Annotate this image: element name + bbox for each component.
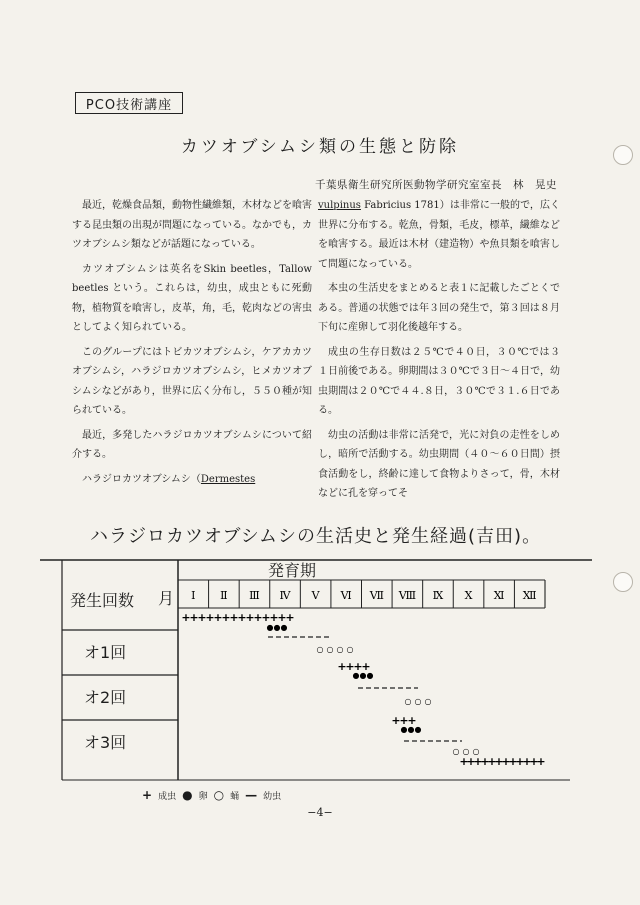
egg-mark: ● bbox=[400, 725, 408, 734]
left-paragraph: カツオブシムシは英名をSkin beetles，Tallow beetles という。これらは，幼虫，成虫ともに死動物，植物質を喰害し，皮革，角，毛，乾肉などの害虫としてよく知られている。 bbox=[72, 263, 312, 333]
adult-mark: + bbox=[277, 611, 287, 624]
header-month-label: 月 bbox=[158, 589, 175, 608]
adult-mark: + bbox=[345, 660, 355, 673]
pupa-mark: ○ bbox=[414, 697, 422, 706]
legend-pupa-symbol: ○ bbox=[213, 788, 225, 802]
phase-marks bbox=[181, 611, 545, 768]
right-paragraph: 本虫の生活史をまとめると表１に記載したごとくである。普通の状態では年３回の発生で，第３回は８月下旬に産卵して羽化後越年する。 bbox=[318, 283, 560, 333]
page-number: −4− bbox=[307, 806, 333, 819]
adult-mark: + bbox=[508, 755, 518, 768]
legend-egg-symbol: ● bbox=[182, 788, 193, 802]
pupa-mark: ○ bbox=[316, 645, 324, 654]
month-label: Ⅵ bbox=[340, 589, 352, 602]
header-row-label: 発生回数 bbox=[70, 591, 135, 610]
genus-name: Dermestes bbox=[200, 473, 256, 485]
pupa-mark: ○ bbox=[452, 747, 460, 756]
period-label: 発育期 bbox=[268, 561, 317, 580]
legend-pupa-label: 蛹 bbox=[230, 791, 240, 802]
adult-mark: + bbox=[229, 611, 239, 624]
generation-label: オ2回 bbox=[84, 688, 127, 707]
pupa-mark: ○ bbox=[346, 645, 354, 654]
egg-mark: ● bbox=[366, 671, 374, 680]
adult-mark: + bbox=[466, 755, 476, 768]
month-labels bbox=[191, 589, 537, 602]
series-label: PCO技術講座 bbox=[75, 92, 183, 114]
adult-mark: + bbox=[237, 611, 247, 624]
author-line: 千葉県衛生研究所医動物学研究室室長 林 晃史 bbox=[315, 179, 557, 191]
generation-label: オ1回 bbox=[84, 643, 127, 662]
adult-mark: + bbox=[269, 611, 279, 624]
adult-mark: + bbox=[494, 755, 504, 768]
adult-mark: + bbox=[261, 611, 271, 624]
generation-label: オ3回 bbox=[84, 733, 127, 752]
pupa-mark: ○ bbox=[326, 645, 334, 654]
pupa-mark: ○ bbox=[404, 697, 412, 706]
adult-mark: + bbox=[522, 755, 532, 768]
adult-mark: + bbox=[480, 755, 490, 768]
pupa-mark: ○ bbox=[462, 747, 470, 756]
left-paragraph: 最近，乾燥食品類，動物性繊維類，木材などを喰害する昆虫類の出現が問題になっている。なかでも，カツオブシムシ類などが話題になっている。 bbox=[72, 200, 312, 250]
egg-mark: ● bbox=[280, 623, 288, 632]
adult-mark: + bbox=[399, 714, 409, 727]
adult-mark: + bbox=[213, 611, 223, 624]
adult-mark: + bbox=[221, 611, 231, 624]
right-paragraph: 幼虫の活動は非常に活発で，光に対負の走性をしめし，暗所で活動する。幼虫期間（４０〜６０日間）摂食活動をし，終齢に達して食物よりさって，骨，木材などに孔を穿ってそ bbox=[318, 429, 560, 499]
generation-labels bbox=[84, 643, 126, 752]
right-first-text: Fabricius 1781）は非常に一般的で，広く世界に分布する。乾魚，骨類，毛皮，標革，繊維などを喰害する。最近は木材（建造物）や魚貝類を喰害して問題になっている。 bbox=[318, 200, 560, 270]
adult-mark: + bbox=[245, 611, 255, 624]
month-label: Ⅹ bbox=[464, 589, 473, 602]
legend-adult-label: 成虫 bbox=[158, 791, 177, 802]
adult-mark: + bbox=[361, 660, 371, 673]
left-paragraph: このグループにはトビカツオブシムシ，ケアカカツオブシムシ，ハラジロカツオブシムシ，ヒメカツオブシムシなどがあり，世界に広く分布し，５５０種が知られている。 bbox=[72, 346, 312, 416]
adult-mark: + bbox=[473, 755, 483, 768]
adult-mark: + bbox=[501, 755, 511, 768]
adult-mark: + bbox=[536, 755, 546, 768]
legend-larva-symbol: — bbox=[245, 788, 258, 802]
right-paragraph: 成虫の生存日数は２５℃で４０日，３０℃では３１日前後である。卵期間は３０℃で３日〜４日で，幼虫期間は２０℃で４４.８日，３０℃で３１.６日である。 bbox=[318, 346, 560, 416]
species-name: vulpinus bbox=[318, 200, 361, 211]
pupa-mark: ○ bbox=[472, 747, 480, 756]
adult-mark: + bbox=[515, 755, 525, 768]
adult-mark: + bbox=[197, 611, 207, 624]
month-label: Ⅴ bbox=[311, 589, 320, 602]
month-label: Ⅳ bbox=[279, 589, 291, 602]
pupa-mark: ○ bbox=[424, 697, 432, 706]
legend-larva-label: 幼虫 bbox=[263, 791, 282, 802]
month-label: Ⅷ bbox=[398, 589, 417, 602]
egg-mark: ● bbox=[266, 623, 274, 632]
adult-mark: + bbox=[253, 611, 263, 624]
adult-mark: + bbox=[337, 660, 347, 673]
adult-mark: + bbox=[407, 714, 417, 727]
adult-mark: + bbox=[181, 611, 191, 624]
adult-mark: + bbox=[353, 660, 363, 673]
month-label: Ⅻ bbox=[522, 589, 537, 602]
month-label: Ⅲ bbox=[249, 589, 260, 602]
month-label: Ⅶ bbox=[369, 589, 384, 602]
left-paragraph: 最近，多発したハラジロカツオブシムシについて紹介する。 bbox=[72, 429, 312, 460]
chart-title: ハラジロカツオブシムシの生活史と発生経過(吉田)。 bbox=[90, 526, 542, 547]
legend bbox=[142, 788, 281, 802]
adult-mark: + bbox=[285, 611, 295, 624]
month-label: Ⅰ bbox=[191, 589, 196, 602]
article-title: カツオブシムシ類の生態と防除 bbox=[180, 137, 460, 157]
egg-mark: ● bbox=[407, 725, 415, 734]
adult-mark: + bbox=[529, 755, 539, 768]
left-last-line: ハラジロカツオブシムシ（ bbox=[82, 473, 201, 485]
legend-egg-label: 卵 bbox=[198, 791, 208, 802]
month-label: Ⅺ bbox=[493, 589, 505, 602]
egg-mark: ● bbox=[414, 725, 422, 734]
adult-mark: + bbox=[391, 714, 401, 727]
month-label: Ⅱ bbox=[220, 589, 228, 602]
adult-mark: + bbox=[205, 611, 215, 624]
egg-mark: ● bbox=[352, 671, 360, 680]
pupa-mark: ○ bbox=[336, 645, 344, 654]
legend-adult-symbol: + bbox=[142, 788, 153, 802]
adult-mark: + bbox=[459, 755, 469, 768]
month-label: Ⅸ bbox=[432, 589, 444, 602]
egg-mark: ● bbox=[359, 671, 367, 680]
egg-mark: ● bbox=[273, 623, 281, 632]
adult-mark: + bbox=[189, 611, 199, 624]
adult-mark: + bbox=[487, 755, 497, 768]
